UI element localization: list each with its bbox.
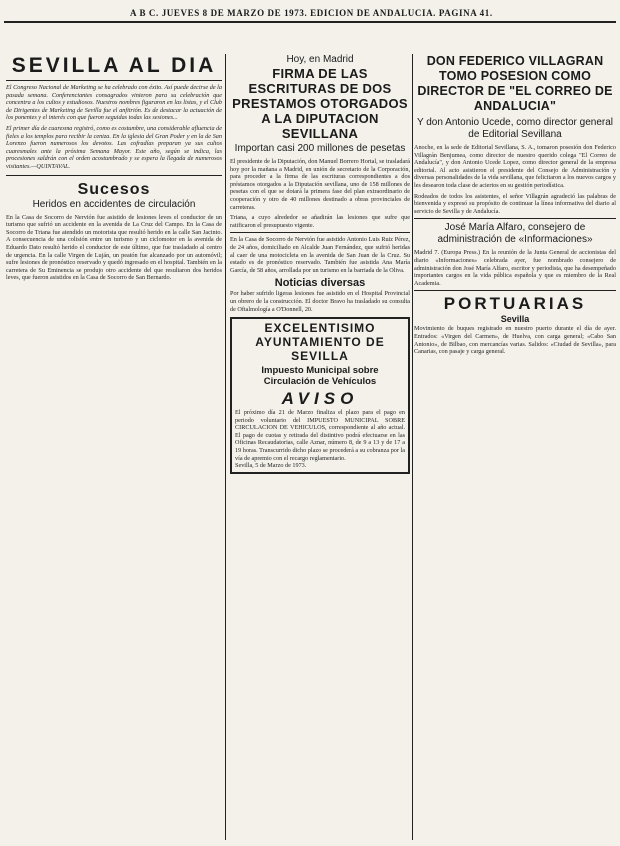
aviso-body: El próximo día 21 de Marzo finaliza el plazo para el pago en periodo voluntario del IMPUESTO MUNICIPAL SOBRE CIRCULACION DE VEHICULOS, correspondiente al año actual. El pago de cuotas y retirada del distintivo podrá efectuarse en las Oficinas Recaudatorias, calle Aznar, número 8, de 9 a 13 y de 17 a 19 horas. Transcurrido dicho plazo se procederá a su cobranza por la vía de apremio con el recargo reglamentario. xyxy=(235,409,405,462)
diputacion-subtitle: Importan casi 200 millones de pesetas xyxy=(234,143,406,154)
column-rule-1 xyxy=(225,54,226,840)
alfaro-body: Madrid 7. (Europa Press.) En la reunión de la Junta General de accionistas del diario «Informaciones» celebrada ayer, fue nombrado consejero de administración don José María Alfaro, escritor y periodista, que ha desempeñado importantes cargos en la vida pública española y que es miembro de la Real Academia. xyxy=(414,249,616,287)
column-diputacion xyxy=(230,54,410,840)
divider xyxy=(414,290,616,291)
villagran-subtitle: Y don Antonio Ucede, como director general de Editorial Sevillana xyxy=(416,117,614,140)
ayuntamiento-notice xyxy=(230,317,410,474)
masthead-rule xyxy=(4,21,616,23)
sucesos-body: En la Casa de Socorro de Nervión fue asistido de lesiones leves el conductor de un turismo que sufrió un accidente en la avenida de La Cruz del Campo. En la Casa de Socorro de Triana fue atendido un motorista que resultó herido en la calle San Jacinto. A consecuencia de una colisión entre un turismo y un ciclomotor en la avenida de Eduardo Dato resultó herido el conductor de este último, que fue trasladado al centro de urgencia. En la calle Virgen de Luján, un peatón fue alcanzado por un automóvil; sufre lesiones de pronóstico reservado y quedó ingresado en el hospital. También en la carretera de Su Eminencia se produjo otro accidente del que resultaron dos heridos leves, que fueron asistidos en la Casa de Socorro de San Bernardo. xyxy=(6,213,222,282)
portuarias-subtitle: Sevilla xyxy=(500,314,530,325)
portuarias-title: PORTUARIAS xyxy=(443,294,587,314)
portuarias-body: Movimiento de buques registrado en nuestro puerto durante el día de ayer. Entrados: «Virgen del Carmen», de Huelva, con carga general; «Cabo San Antonio», de Bilbao, con mercancías varias. Salidos: «Ciudad de Sevilla», para Canarias, con pasaje y carga general. xyxy=(414,325,616,356)
divider xyxy=(230,232,410,233)
sevilla-body: El primer día de cuaresma registró, como es costumbre, una considerable afluencia de fieles a los templos para recibir la ceniza. En la iglesia del Gran Poder y en la de San Lorenzo fueron numerosos los devotos. Las cofradías preparan ya sus cultos cuaresmales ante la próxima Semana Mayor. Este año, según se indica, las procesiones saldrán con el orden acostumbrado y se espera la llegada de numerosos visitantes.—QUINTAVAL. xyxy=(6,124,222,170)
villagran-headline: DON FEDERICO VILLAGRAN TOMO POSESION COMO DIRECTOR DE "EL CORREO DE ANDALUCIA" xyxy=(417,54,613,113)
impuesto-subtitle: Impuesto Municipal sobre Circulación de Vehículos xyxy=(261,365,379,388)
diputacion-body: El presidente de la Diputación, don Manuel Borrero Hortal, se trasladará hoy por la mañana a Madrid, en unión de secretario de la Corporación, para proceder a la firma de las escrituras correspondientes a dos préstamos otorgados a la Diputación sevillana, uno de 158 millones de pesetas con el que se dotará la primera fase del plan extraordinario de cooperación y otro de 40 millones destinado a obras provinciales de carreteras. xyxy=(230,158,410,211)
villagran-body-2: Rodeados de todos los asistentes, el señor Villagrán agradeció las palabras de bienvenida y expresó su propósito de continuar la línea informativa del diario al servicio de Sevilla y de Andalucía. xyxy=(414,192,616,215)
column-rule-2 xyxy=(412,54,413,840)
sevilla-intro: El Congreso Nacional de Marketing se ha celebrado con éxito. Así puede decirse de la pasada semana. Conferenciantes consagrados vinieron para su celebración que concentra a los cultos y estudiosos. Nuestros nombres figuraron en las listas, y el Club de Dirigentes de Marketing de Sevilla fue el anfitrión. Es de destacar la actuación de los ponentes y el interés con que fueron seguidas todas las sesiones... xyxy=(6,84,222,122)
diputacion-body-2: Triana, a cuyo alrededor se añadirán las lesiones que sufre que ratificaron el presupuesto vigente. xyxy=(230,214,410,229)
diversas-title: Noticias diversas xyxy=(274,277,366,290)
alfaro-title: José María Alfaro, consejero de administración de «Informaciones» xyxy=(437,222,593,246)
aviso-signature: Sevilla, 5 de Marzo de 1973. xyxy=(235,462,307,470)
divider xyxy=(6,175,222,176)
masthead: A B C. JUEVES 8 DE MARZO DE 1973. EDICION DE ANDALUCIA. PAGINA 41. xyxy=(130,8,493,18)
aviso-heading: AVISO xyxy=(281,389,359,409)
sucesos-subtitle: Heridos en accidentes de circulación xyxy=(32,198,196,210)
divider xyxy=(414,218,616,219)
sevilla-al-dia-title: SEVILLA AL DIA xyxy=(11,54,217,77)
accidente-body: En la Casa de Socorro de Nervión fue asistido Antonio Luis Ruiz Pérez, de 24 años, domiciliado en Alcalde Juan Fernández, que sufrió heridas al caer de una motocicleta en la avenida de San Juan de la Cruz. Su estado es de pronóstico reservado. También fue asistida Ana María García, de 58 años, arrollada por un turismo en la barriada de la Oliva. xyxy=(230,236,410,274)
diversas-body: Por haber sufrido ligeras lesiones fue asistido en el Hospital Provincial un obrero de la construcción. El doctor Bravo ha trasladado su consulta de Oftalmología a O'Donnell, 20. xyxy=(230,290,410,313)
kicker: Hoy, en Madrid xyxy=(286,54,354,65)
column-sevilla-al-dia xyxy=(6,54,222,840)
villagran-body: Anoche, en la sede de Editorial Sevillana, S. A., tomaron posesión don Federico Villagrán Benjumea, como director de nuestro querido colega "El Correo de Andalucía", y don Antonio Ucede Lopez, como director general de la empresa editorial. Al acto asistieron el presidente del Consejo de Administración y diversas personalidades de la vida sevillana, que felicitaron a los nuevos cargos y les desearon toda clase de aciertos en su gestión periodística. xyxy=(414,144,616,189)
sucesos-title: Sucesos xyxy=(77,180,151,198)
diputacion-headline: FIRMA DE LAS ESCRITURAS DE DOS PRESTAMOS OTORGADOS A LA DIPUTACION SEVILLANA xyxy=(232,66,408,141)
title-rule xyxy=(6,80,222,81)
column-villagran xyxy=(414,54,616,840)
ayuntamiento-title: EXCELENTISIMO AYUNTAMIENTO DE SEVILLA xyxy=(255,321,385,364)
